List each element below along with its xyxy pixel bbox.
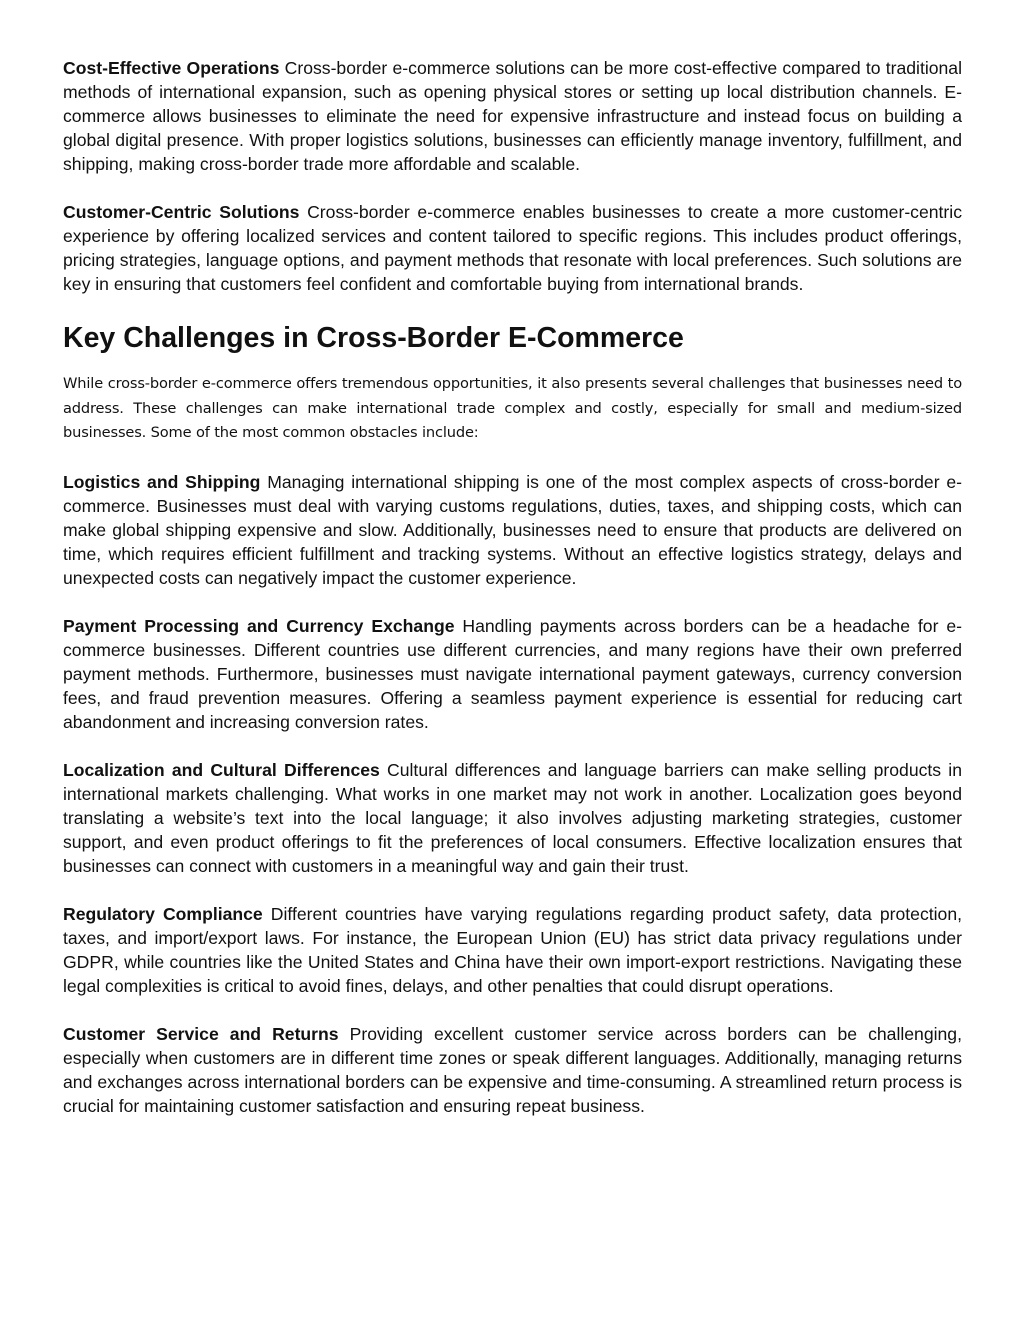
paragraph-regulatory-compliance <box>63 902 962 998</box>
paragraph-text: Cross-border e-commerce enables businesses to create a more customer-centric experience by offering localized services and content tailored to specific regions. This includes product offerings, pricing strategies, language options, and payment methods that resonate with local preferences. Such solutions are key in ensuring that customers feel confident and comfortable buying from international brands. <box>63 202 963 294</box>
paragraph-customer-centric-solutions <box>63 200 962 296</box>
paragraph-text: Cross-border e-commerce solutions can be more cost-effective compared to traditional methods of international expansion, such as opening physical stores or setting up local distribution channels. E-commerce allows businesses to eliminate the need for expensive infrastructure and instead focus on building a global digital presence. With proper logistics solutions, businesses can efficiently manage inventory, fulfillment, and shipping, making cross-border trade more affordable and scalable. <box>63 58 962 174</box>
paragraph-localization <box>63 758 962 878</box>
paragraph-term: Payment Processing and Currency Exchange <box>63 615 455 636</box>
section-heading: Key Challenges in Cross-Border E-Commerce <box>63 322 684 354</box>
paragraph-text: Cultural differences and language barriers can make selling products in international markets challenging. What works in one market may not work in another. Localization goes beyond translating a website’s text into the local language; it also involves adjusting marketing strategies, customer support, and even product offerings to fit the preferences of local consumers. Effective localization ensures that businesses can connect with customers in a meaningful way and gain their trust. <box>63 759 962 876</box>
document-page <box>63 56 962 1142</box>
paragraph-text: Different countries have varying regulations regarding product safety, data protection, taxes, and import/export laws. For instance, the European Union (EU) has strict data privacy regulations under GDPR, while countries like the United States and China have their own import-export restrictions. Navigating these legal complexities is critical to avoid fines, delays, and other penalties that could disrupt operations. <box>63 903 962 996</box>
paragraph-text: Providing excellent customer service across borders can be challenging, especially when customers are in different time zones or speak different languages. Additionally, managing returns and exchanges across international borders can be expensive and time-consuming. A streamlined return process is crucial for maintaining customer satisfaction and ensuring repeat business. <box>63 1023 962 1116</box>
paragraph-logistics-and-shipping <box>63 470 962 590</box>
paragraph-term: Localization and Cultural Differences <box>63 759 380 780</box>
intro-paragraph: While cross-border e-commerce offers tremendous opportunities, it also presents several challenges that businesses need to address. These challenges can make international trade complex and costly, especially for small and medium-sized businesses. Some of the most common obstacles include: <box>63 375 962 441</box>
paragraph-term: Logistics and Shipping <box>63 471 261 492</box>
paragraph-text: Handling payments across borders can be a headache for e-commerce businesses. Different countries use different currencies, and many regions have their own preferred payment methods. Furthermore, businesses must navigate international payment gateways, currency conversion fees, and fraud prevention measures. Offering a seamless payment experience is essential for reducing cart abandonment and increasing conversion rates. <box>63 615 962 732</box>
paragraph-customer-service-and-returns <box>63 1022 962 1118</box>
paragraph-term: Customer-Centric Solutions <box>63 202 300 222</box>
paragraph-payment-processing <box>63 614 962 734</box>
paragraph-term: Cost-Effective Operations <box>63 58 280 78</box>
paragraph-term: Customer Service and Returns <box>63 1023 339 1044</box>
paragraph-text: Managing international shipping is one of the most complex aspects of cross-border e-commerce. Businesses must deal with varying customs regulations, duties, taxes, and shipping costs, which can make global shipping expensive and slow. Additionally, businesses need to ensure that products are delivered on time, which requires efficient fulfillment and tracking systems. Without an effective logistics strategy, delays and unexpected costs can negatively impact the customer experience. <box>63 471 963 588</box>
paragraph-term: Regulatory Compliance <box>63 903 263 924</box>
paragraph-cost-effective-operations <box>63 56 962 176</box>
